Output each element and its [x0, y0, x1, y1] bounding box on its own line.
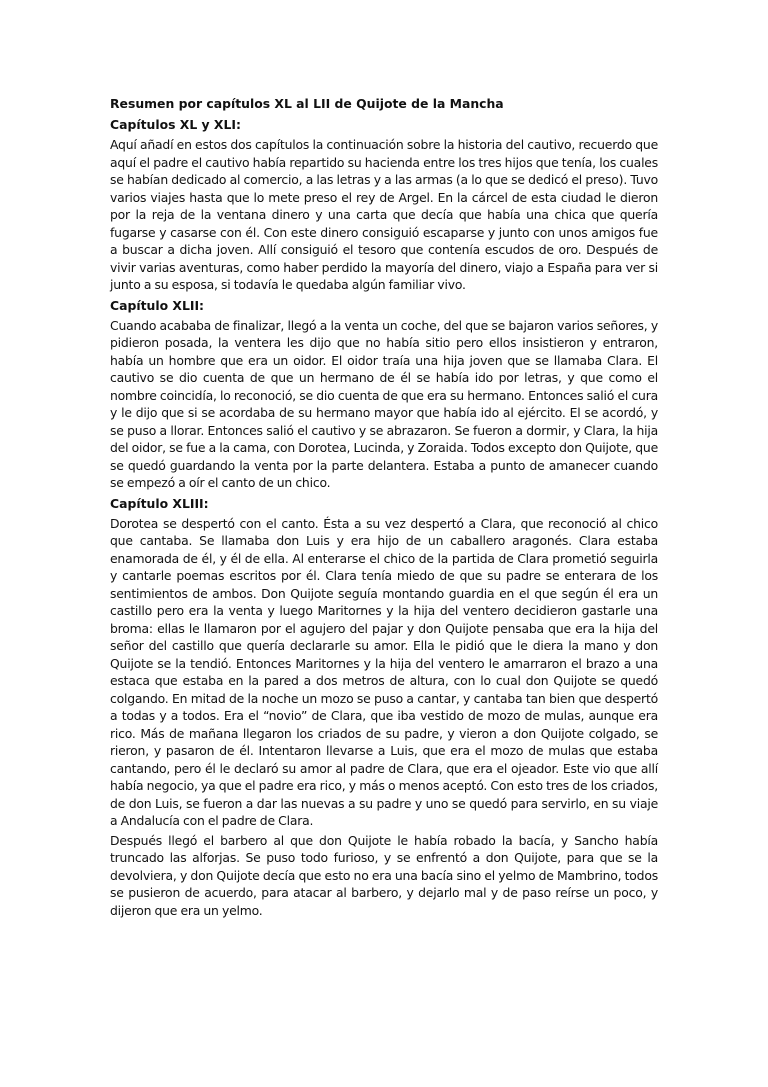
section-chapter-42	[110, 297, 658, 492]
document-body	[110, 95, 658, 921]
chapter-heading: Capítulos XL y XLI:	[110, 117, 241, 132]
chapter-paragraph: Dorotea se despertó con el canto. Ésta a su vez despertó a Clara, que reconoció al chico que cantaba. Se llamaba don Luis y era hijo de un caballero aragonés. Clara estaba enamorada de él, y él de ella. Al enterarse el chico de la partida de Clara prometió seguirla y cantarle poemas escritos por él. Clara tenía miedo de que su padre se enterara de los sentimientos de ambos. Don Quijote seguía montando guardia en el que según él era un castillo pero era la venta y luego Maritornes y la hija del ventero decidieron gastarle una broma: ellas le llamaron por el agujero del pajar y don Quijote pensaba que era la hija del señor del castillo que quería declararle su amor. Ella le pidió que le diera la mano y don Quijote se la tendió. Entonces Maritornes y la hija del ventero le amarraron el brazo a una estaca que estaba en la pared a dos metros de altura, con lo cual don Quijote se quedó colgando. En mitad de la noche un mozo se puso a cantar, y cantaba tan bien que despertó a todas y a todos. Era el “novio” de Clara, que iba vestido de mozo de mulas, aunque era rico. Más de mañana llegaron los criados de su padre, y vieron a don Quijote colgado, se rieron, y pasaron de él. Intentaron llevarse a Luis, que era el mozo de mulas que estaba cantando, pero él le declaró su amor al padre de Clara, que era el ojeador. Este vio que allí había negocio, ya que el padre era rico, y más o menos aceptó. Con esto tres de los criados, de don Luis, se fueron a dar las nuevas a su padre y uno se quedó para servirlo, en su viaje a Andalucía con el padre de Clara.	[110, 515, 658, 828]
section-chapter-43	[110, 495, 658, 920]
chapter-paragraph: Cuando acababa de finalizar, llegó a la venta un coche, del que se bajaron varios señores, y pidieron posada, la ventera les dijo que no había sitio pero ellos insistieron y entraron, había un hombre que era un oidor. El oidor traía una hija joven que se llamaba Clara. El cautivo se dio cuenta de que un hermano de él se había ido por letras, y que como el nombre coincidía, lo reconoció, se dio cuenta de que era su hermano. Entonces salió el cura y le dijo que si se acordaba de su hermano mayor que había ido al ejército. El se acordó, y se puso a llorar. Entonces salió el cautivo y se abrazaron. Se fueron a dormir, y Clara, la hija del oidor, se fue a la cama, con Dorotea, Lucinda, y Zoraida. Todos excepto don Quijote, que se quedó guardando la venta por la parte delantera. Estaba a punto de amanecer cuando se empezó a oír el canto de un chico.	[110, 317, 658, 490]
chapter-paragraph: Aquí añadí en estos dos capítulos la continuación sobre la historia del cautivo, recuerdo que aquí el padre el cautivo había repartido su hacienda entre los tres hijos que tenía, los cuales se habían dedicado al comercio, a las letras y a las armas (a lo que se dedicó el preso). Tuvo varios viajes hasta que lo mete preso el rey de Argel. En la cárcel de esta ciudad le dieron por la reja de la ventana dinero y una carta que decía que había una chica que quería fugarse y casarse con él. Con este dinero consiguió escaparse y junto con unos amigos fue a buscar a dicha joven. Allí consiguió el tesoro que contenía escudos de oro. Después de vivir varias aventuras, como haber perdido la mayoría del dinero, viajo a España para ver si junto a su esposa, si todavía le quedaba algún familiar vivo.	[110, 137, 658, 292]
chapter-heading: Capítulo XLII:	[110, 297, 205, 313]
section-chapters-40-41	[110, 116, 658, 294]
chapter-heading: Capítulo XLIII:	[110, 495, 209, 511]
chapter-paragraph: Después llegó el barbero al que don Quijote le había robado la bacía, y Sancho había truncado las alforjas. Se puso todo furioso, y se enfrentó a don Quijote, para que se la devolviera, y don Quijote decía que esto no era una bacía sino el yelmo de Mambrino, todos se pusieron de acuerdo, para atacar al barbero, y dejarlo mal y de paso reírse un poco, y dijeron que era un yelmo.	[110, 832, 658, 918]
document-title: Resumen por capítulos XL al LII de Quijote de la Mancha	[110, 96, 504, 111]
